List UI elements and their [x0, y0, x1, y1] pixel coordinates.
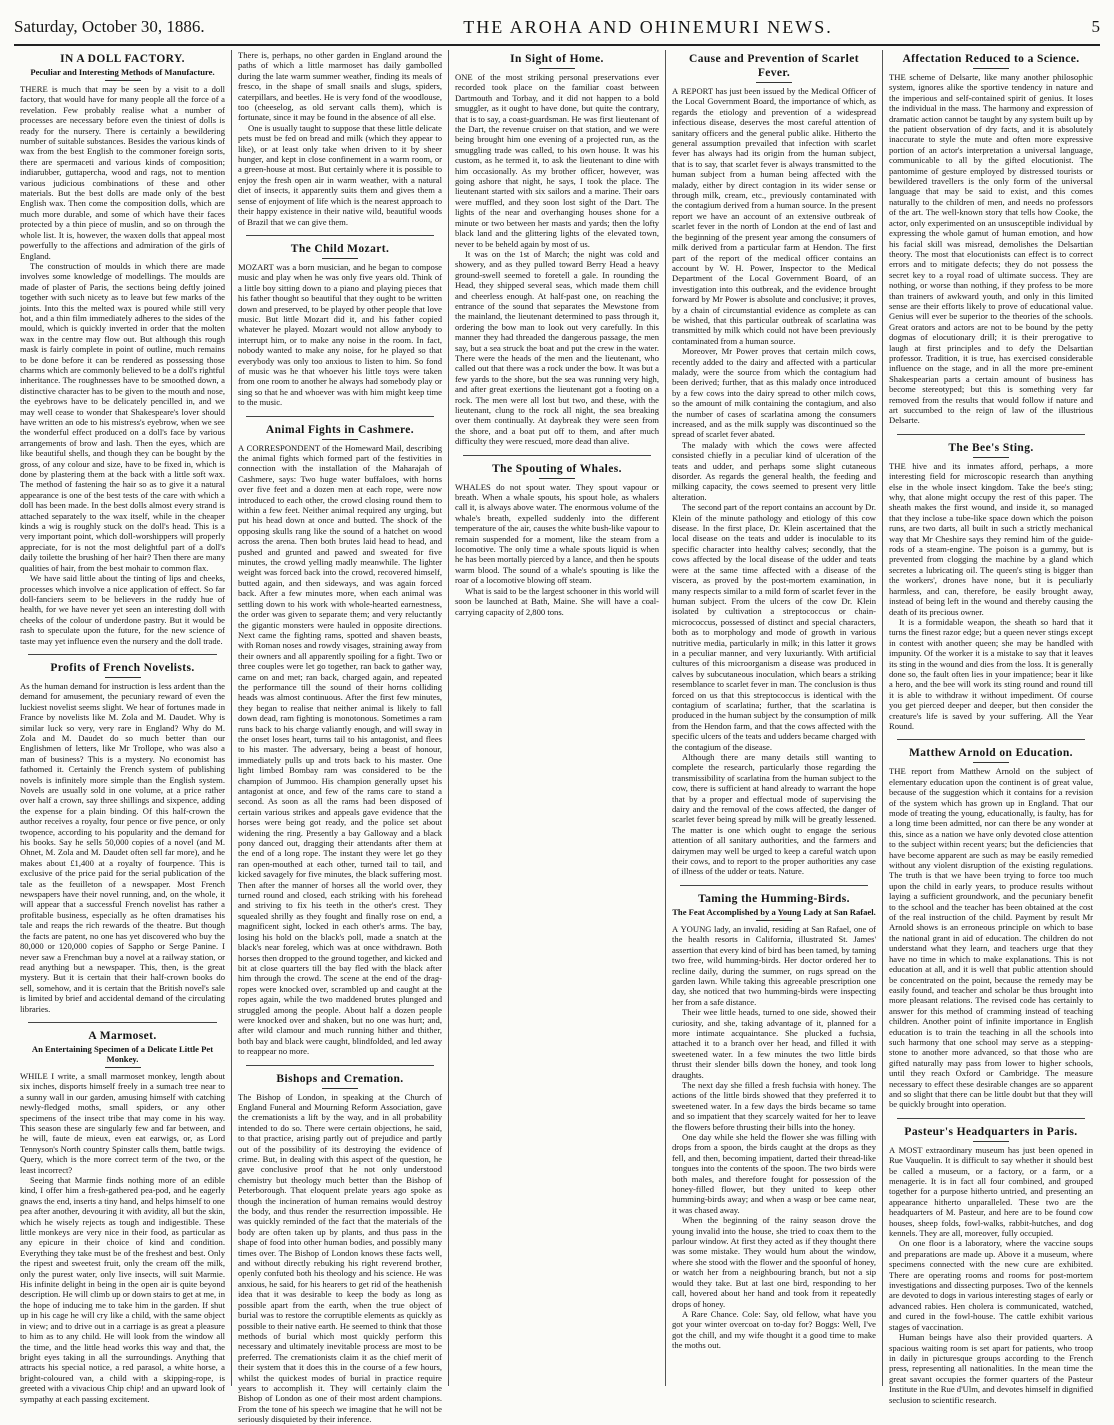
article-divider: [897, 739, 1085, 740]
headline-rule: [322, 439, 358, 440]
article: [672, 892, 876, 1351]
article-divider: [680, 885, 868, 886]
article-paragraph: The second part of the report contains an account by Dr. Klein of the minute pathology and etiology of this cow disease. In the first place, Dr. Klein ascertained that the local disease on the teats and udder is inoculable to its specific character into healthy calves; secondly, that the cows affected by the local disease of the udder and teats were at the same time affected with a disease of the viscera, as proved by the post-mortem examination, in many respects similar to a mild form of scarlet fever in the human subject. From the ulcers of the cow Dr. Klein isolated by cultivation a streptococcus or chain-micrococcus, possessed of distinct and special characters, both as to morphology and mode of growth in various nutritive media, particularly in milk; in this latter it grows in a peculiar manner, and very luxuriantly. With artificial cultures of this microorganism a disease was produced in calves by subcutaneous inoculation, which bears a striking resemblance to scarlet fever in man. The conclusion is thus forced on us that this streptococcus is identical with the contagium of scarlatina; further, that the scarlatina is produced in the human subject by the consumption of milk from the Hendon farm, and that the cows affected with the specific ulcers of the teats and udders became charged with the contagium of the disease.: [672, 502, 876, 752]
article-paragraph: There is, perhaps, no other garden in England around the paths of which a little marmoset has daily gambolled during the late warm summer weather, finding its meals of fresco, in the shape of small snails and slugs, spiders, caterpillars, and beetles. He is very fond of the woodlouse, too (cheeselog, as old servant calls them), which is fortunate, since it may be found in the absence of all else.: [238, 50, 442, 123]
article-divider: [246, 416, 434, 417]
article-paragraph: THE hive and its inmates afford, perhaps, a more interesting field for microscopic research than anything else in the whole insect kingdom. Take the bee's sting; why, that alone might occupy the rest of this paper. The sheath makes the first wound, and inside it, so managed that they inclose a tube-like space down which the poison runs, are two darts, all built in such a strictly mechanical way that Mr Cheshire says they remind him of the guide-rods of a steam-engine. The poison is a gummy, but is prevented from clogging the machine by a gland which secretes a lubricating oil. The queen's sting is bigger than the workers', drones have none, but it is peculiarly harmless, and can, therefore, be easily brought away, instead of being left in the wound and thereby causing the death of its precious owner.: [889, 460, 1093, 617]
article: [455, 52, 659, 447]
article-headline: The Child Mozart.: [290, 242, 390, 255]
article-paragraph: What is said to be the largest schooner in this world will soon be launched at Bath, Maine. She will have a coal-carrying capacity of 2,800 tons.: [455, 585, 659, 617]
article: [889, 441, 1093, 732]
article-divider: [897, 434, 1085, 435]
article-headline: Matthew Arnold on Education.: [909, 747, 1073, 760]
article-divider: [28, 654, 217, 655]
headline-rule: [105, 1067, 141, 1068]
article-headline: Animal Fights in Cashmere.: [265, 423, 415, 436]
article-paragraph: One is usually taught to suppose that these little delicate pets must be fed on bread and milk (which they appear to like), or at least only take when driven to it by sheer hunger, and kept in close confinement in a warm room, or a green-house at most. But certainly where it is possible to enjoy the fresh open air in warm weather, with a natural diet of insects, it apparently suits them and gives them a sense of enjoyment of life which is the nearest approach to their happy existence in their native wild, beautiful woods of Brazil that we can give them.: [238, 122, 442, 227]
article: [889, 52, 1093, 426]
article-paragraph: THE scheme of Delsarte, like many another philosophic system, ignores alike the sportive tendency in nature and the imperious and self-contained spirit of genius. It loses the individual in the mass. The harmony and expression of dramatic action cannot be taught by any system built up by the patient observation of dry facts, and it is absolutely inaccurate to style the mute and often more expressive portion of an actor's interpretation a universal language, communicable to all by the gifted elocutionist. The pantomime of gesture employed by distressed tourists or bewildered travellers is the only form of the universal language that may be said to exist, and this comes naturally to the children of men, and needs no professors of the art. The well-known story that tells how Cooke, the actor, only experimented on an unsusceptible individual by expressing the whole gamut of human emotion, and how his facial skill was misread, demolishes the Delsartian theory. The most that elocutionists can effect is to correct errors and to mitigate defects; they do not possess the secret key to a royal road of ultimate success. They are nothing, or worse than nothing, if they profess to be more than trainers of awkward youth, and only in this limited sense are their efforts likely to prove of educational value. Genius will ever be superior to the theories of the schools. Great orators and actors are not to be bound by the petty dogmas of elocutionary drill; it is their prerogative to laugh at first principles and to defy the Delsartian professor. Tradition, it is true, has exercised considerable influence on the stage, and in all the more pre-eminent Shakespearian parts a certain amount of business has become stereotyped; but this is something very far removed from the results that would follow if nature and art succumbed to the reign of law of the illustrious Delsarte.: [889, 72, 1093, 426]
newspaper-title: THE AROHA AND OHINEMURI NEWS.: [463, 16, 833, 37]
article-paragraph: When the beginning of the rainy season drove the young invalid into the house, she tried to coax them to the parlour window. At first they acted as if they thought there was some mistake. They would hum about the window, where she stood with the flower and the spoonful of honey, or watch her from a neighbouring branch, but not a sip would they take. But at last one bird, responding to her call, hovered about her hand and took from it repeatedly drops of honey.: [672, 1215, 876, 1309]
article: [20, 52, 225, 646]
article-paragraph: The construction of moulds in which there are made involves some knowledge of modellings. The moulds are made of plaster of Paris, the sections being deftly joined together with such nicety as to leave but few marks of the joints. Into this the melted wax is poured while still very hot, and a thin film immediately adheres to the sides of the mould, which is quickly inverted in order that the molten wax in the centre may flow out. But although this rough mask is fairly complete in point of outline, much remains to be done before it can be rendered as possessing those charms which are commonly believed to be a doll's rightful inheritance. The roughnesses have to be smoothed down, a distinctive character has to be given to the mouth and nose, the eyebrows have to be delicately pencilled in, and we may well cease to wonder that Shakespeare's lover should have written an ode to his mistress's eyebrow, when we see the wonderful effect produced on a doll's face by various arrangements of brow and lash. Then the eyes, which are like beautiful shells, and though they can be bought by the gross, of any colour and size, have to be fixed in, which is done by plastering them at the back with a little soft wax. The method of fastening the hair so as to give it a natural appearance is one of the best tests of the care with which a doll has been made. In the best dolls almost every strand is attached separately to the wax itself, while in the cheaper kinds a wig is roughly stuck on the doll's head. This is a very important point, which doll-worshippers will properly appreciate, for is not the most delightful part of a doll's daily toilette the brushing of her hair? Then there are many qualities of hair, from the best mohair to common flax.: [20, 260, 225, 573]
article: [238, 1072, 442, 1425]
article-divider: [28, 1022, 217, 1023]
article: [455, 462, 659, 617]
article-paragraph: Human beings have also their provided quarters. A spacious waiting room is set apart for patients, who troop in daily in picturesque groups according to the French press, representing all nationalities. In the mean time the great savant occupies the former quarters of the Pasteur Institute in the Rue d'Ulm, and devotes himself in dignified seclusion to scientific research.: [889, 1332, 1093, 1405]
article-body: [238, 50, 442, 227]
article: [238, 423, 442, 1057]
column-5: [882, 50, 1099, 1405]
article: [20, 661, 225, 1014]
article-body: [20, 681, 225, 1014]
article-paragraph: A YOUNG lady, an invalid, residing at San Rafael, one of the health resorts in California, illustrated St. James' assertion that every kind of bird has been tamed, by taming two free, wild humming-birds. Her doctor ordered her to recline daily, during the summer, on rugs spread on the garden lawn. While taking this agreeable prescription one day, she noticed that two humming-birds were inspecting her from a safe distance.: [672, 923, 876, 1007]
article-subheadline: Peculiar and Interesting Methods of Manufacture.: [30, 67, 215, 77]
article-paragraph: It was on the 1st of March; the night was cold and showery, and as they pulled toward Berry Head a heavy ground-swell seemed to foretell a gale. In rounding the Head, they shipped several seas, which made them chill and cheerless enough. At half-past one, on reaching the entrance of the sound that separates the Mewstone from the mainland, the lieutenant determined to pass through it, ordering the bow man to look out very carefully. In this manner they had threaded the dangerous passage, the men say, but a sea struck the boat and put the crew in the water. There were the heads of the men and the lieutenant, who called out that there was a rock under the bow. It was but a few yards to the shore, but the sea was running very high, and after great exertions the lieutenant got a footing on a rock. The men were all lost but two, and these, with the lieutenant, clung to the rock all night, the sea breaking over them continually. At daybreak they were seen from the shore, and a boat put off to them, and after much difficulty they were rescued, more dead than alive.: [455, 248, 659, 447]
article-headline: Bishops and Cremation.: [276, 1072, 404, 1085]
article-body: [455, 482, 659, 617]
article-body: [672, 86, 876, 877]
article-headline: IN A DOLL FACTORY.: [60, 53, 185, 65]
headline-rule: [322, 1088, 358, 1089]
article-body: [889, 72, 1093, 426]
article-paragraph: THERE is much that may be seen by a visit to a doll factory, that would have for many people all the force of a revelation. Few probably realise what a number of processes are necessary before even the tiniest of dolls is ready for the nursery. There is certainly a bewildering number of suitable substances. Besides the various kinds of wax from the best English to the commoner foreign sorts, there are spermaceti and various kinds of composition; indiarubber, guttapercha, wood and rags, not to mention various judicious combinations of these and other materials. But the best dolls are made only of the best English wax. Then come the composition dolls, which are much more durable, and some of which have their faces protected by a thin piece of muslin, and so on through the whole list. It is, however, the waxen dolls that appeal most powerfully to the affections and admiration of the girls of England.: [20, 84, 225, 261]
article-body: [889, 461, 1093, 732]
article-paragraph: Their wee little heads, turned to one side, showed their curiosity, and she, taking advantage of it, planned for a more intimate acquaintance. She plucked a fuchsia, attached it to a branch over her head, and filled it with sweetened water. In a few minutes the two little birds thrust their slender bills down the honey, and took long draughts.: [672, 1007, 876, 1080]
article-headline: The Bee's Sting.: [948, 441, 1034, 454]
article-divider: [246, 235, 434, 236]
article-paragraph: Moreover, Mr Power proves that certain milch cows, recently added to the dairy and affected with a particular malady, were the source from which the contagium had been derived; further, that as this malady once introduced by a few cows into the dairy spread to other milch cows, so the amount of milk containing the contagium, and also the number of cases of scarlatina among the consumers increased, and as the milk supply was discontinued so the spread of scarlet fever abated.: [672, 346, 876, 440]
article-paragraph: WHALES do not spout water. They spout vapour or breath. When a whale spouts, his spout hole, as whalers call it, is always above water. The enormous volume of the whale's breath, expelled suddenly into the different temperature of the air, causes the white bush-like vapour to remain suspended for a moment, like the steam from a locomotive. The only time a whale spouts liquid is when he has been mortally pierced by a lance, and then he spouts warm blood. The sound of a whale's spouting is like the roar of a locomotive blowing off steam.: [455, 481, 659, 586]
article-paragraph: It is a formidable weapon, the sheath so hard that it turns the finest razor edge; but a queen never stings except in contest with another queen; she may be handled with impunity. Of the worker it is a mistake to say that it leaves its sting in the wound and dies from the loss. It is generally done so, the fault often lies in your impatience; bear it like a hero, and the bee will work its sting round and round till it is able to withdraw it without impediment. Of course you get pierced deeper and deeper, but then consider the creature's life is saved by your suffering. All the Year Round.: [889, 616, 1093, 731]
article-headline: Profits of French Novelists.: [50, 661, 195, 674]
article-paragraph: A REPORT has just been issued by the Medical Officer of the Local Government Board, the importance of which, as regards the etiology and prevention of a widespread infectious disease, deserves the most careful attention of sanitary officers and the general public alike. Hitherto the general assumption prevailed that infection with scarlet fever has always had its origin from the human subject, that is to say, that scarlet fever is always transmitted to the human subject from a human being affected with the malady, either by direct contagion in its wider sense or through milk, cream, etc., previously contaminated with the contagium derived from a human source. In the present report we have an account of an extensive outbreak of scarlet fever in the north of London at the end of last and the beginning of the present year among the consumers of milk derived from a particular farm at Hendon. The first part of the report of the medical officer contains an account by W. H. Power, Inspector to the Medical Department of the Local Government Board, of an investigation into this outbreak, and the evidence brought forward by Mr Power is absolute and conclusive; it proves, by a chain of circumstantial evidence as complete as can be wished, that this particular outbreak of scarlatina was transmitted by milk which could not have been previously contaminated from a human source.: [672, 86, 876, 346]
article-paragraph: THE report from Matthew Arnold on the subject of elementary education upon the continent is of great value, because of the suggestion which it contains for a revision of the system which has grown up in England. That our mode of treating the young, educationally, is faulty, has for a long time been admitted, nor can there be any wonder at this, since as a nation we have only devoted close attention to the subject within recent years; but the deficiencies that have become apparent are such as may be easily remedied without any violent disruption of the existing regulations. The truth is that we have been trying to force too much upon the child in early years, to produce results without laying a sufficient groundwork, and the pecuniary benefit to the school and the teacher has been obtained at the cost of the real instruction of the child. Payment by result Mr Arnold shows is an erroneous principle on which to base the national grant in aid of education. The children do not understand what they learn, and teachers urge that they have no time in which to make explanations. This is not education at all, and it is well that public attention should be concentrated on the point, because the remedy may be easily found, and teacher and scholar be thus brought into more pleasant relations. The revised code has certainly to answer for this method of cramming instead of teaching children. Another point of infinite importance in English education is to train the teaching in all the schools into such harmony that one school may serve as a stepping-stone to another more advanced, so that those who are gifted naturally may pass from lower to higher schools, until they reach Oxford or Cambridge. The measure necessary to effect these desirable changes are so apparent and so slight that there can be little doubt but that they will be quickly brought into operation.: [889, 766, 1093, 1110]
article-body: [672, 924, 876, 1351]
article-headline: Taming the Humming-Birds.: [698, 892, 850, 905]
article-headline: Affectation Reduced to a Science.: [902, 53, 1080, 65]
article-paragraph: As the human demand for instruction is less ardent than the demand for amusement, the pecuniary reward of even the luckiest novelist seems slight. We hear of fortunes made in France by novelists like M. Zola and M. Daudet. Why is similar luck so very, very rare in England? Why do M. Zola and M. Daudet do so much better than our Englishmen of letters, like Mr Trollope, who was also a man of business? This is a mystery. No economist has fathomed it. Certainly the French system of publishing novels is infinitely more simple than the English system. Novels are usually sold in one volume, at a price rather over half a crown, say three shillings and sixpence, adding the expense for a plain binding. Of this half-crown the author receives a royalty, four pence or five pence, or only twopence, according to his popularity and the demand for his books. Say he sells 50,000 copies of a novel (and M. Ohnet, M. Zola and M. Daudet often sell far more), and he makes about £1,400 at a royalty of fourpence. This is exclusive of the price paid for the serial publication of the tale as the feuilleton of a newspaper. Most French newspapers have their novel running, and, on the whole, it will appear that a successful French novelist has rather a profitable business, especially as he often dramatises his tale and reaps the rich rewards of the theatre. But though the facts are patent, no one has yet discovered who buy the 80,000 or 120,000 copies of Sappho or Serge Panine. I never saw a Frenchman buy a novel at a railway station, or read anything but a newspaper. This, then, is the great mystery. But it is certain that their half-crown books do sell, somehow, and it is certain that the British novel's sale is limited by brief and accidental demand of the circulating libraries.: [20, 680, 225, 1014]
article-divider: [246, 1065, 434, 1066]
article: [20, 1029, 225, 1404]
headline-rule: [105, 80, 141, 81]
headline-rule: [756, 920, 792, 921]
column-container: [14, 50, 1100, 1425]
article-paragraph: The Bishop of London, in speaking at the Church of England Funeral and Mourning Reform Association, gave the cremationists a lift by the way, and in all probability intended to do so. There were certain objections, he said, to that practice, arising partly out of prejudice and partly out of the possibility of its destroying the evidence of crime. But, in dealing with this aspect of the question, he gave conclusive proof that he not only understood chemistry but theology much better than the Bishop of Peterborough. That eloquent prelate years ago spoke as though the incineration of human remains would destroy the body, and thus render the resurrection impossible. He was quickly reminded of the fact that the materials of the body are often taken up by plants, and thus pass in the shape of food into other human bodies, and possibly many times over. The Bishop of London knows these facts well, and without directly rebuking his right reverend brother, openly confuted both his theology and his science. He was anxious, he said, for his hearers to get rid of the heathenish idea that it was desirable to keep the body as long as possible apart from the earth, when the true object of burial was to restore the corruptible elements as quickly as possible to their native earth. He seemed to think that those methods of burial which most quickly perform this necessary and ultimately inevitable process are most to be preferred. The cremationists claim it as the chief merit of their system that it does this in the course of a few hours, whilst the quickest modes of burial in practice require years to accomplish it. They will certainly claim the Bishop of London as one of their most ardent champions. From the tone of his speech we imagine that he will not be seriously disquieted by their inference.: [238, 1091, 442, 1425]
article-body: [889, 766, 1093, 1109]
headline-rule: [539, 478, 575, 479]
headline-rule: [539, 68, 575, 69]
headline-rule: [322, 258, 358, 259]
article-body: [238, 262, 442, 408]
article-body: [889, 1145, 1093, 1405]
page-number: 5: [1091, 17, 1100, 36]
article-headline: The Spouting of Whales.: [492, 462, 622, 475]
article-divider: [463, 455, 651, 456]
masthead: [14, 10, 1100, 46]
article-paragraph: The next day she filled a fresh fuchsia with honey. The actions of the little birds showed that they preferred it to sweetened water. In a few days the birds became so tame and so impatient that they scarcely waited for her to leave the flowers before thrusting their bills into the honey.: [672, 1079, 876, 1132]
headline-rule: [756, 82, 792, 83]
article-paragraph: Seeing that Marmie finds nothing more of an edible kind, I offer him a fresh-gathered pea-pod, and he eagerly gnaws the end, inserts a tiny hand, and helps himself to one pea after another, devouring it with avidity, all but the skin, which he wisely rejects as tough and indigestible. These little monkeys are very nice in their food, as particular as any epicure in their choice of kind and condition. Everything they take must be of the freshest and best. Only the ripest and sweetest fruit, only the cream off the milk, only the purest water, only live insects, will suit Marmie. His infinite delight in being in the open air is quite beyond description. He will climb up or down stairs to get at me, in the hope of inducing me to take him in the garden. If shut up in his cage he will cry like a child, with the same object in view; and to drive out in a carriage is as great a pleasure to him as to any child. He will look from the window all the time, and the little head works this way and that, the bright eyes taking in all the surroundings. Anything that attracts his special notice, a red parasol, a white horse, a bright-coloured van, a child with a skipping-rope, is greeted with a vivacious Chip chip! and an upward look of sympathy at each passing excitement.: [20, 1175, 225, 1404]
headline-rule: [973, 762, 1009, 763]
article-body: [20, 1071, 225, 1404]
article-body: [20, 84, 225, 646]
article-paragraph: We have said little about the tinting of lips and cheeks, processes which involve a nice application of effect. So far doll-fanciers seem to be believers in the ruddy hue of health, for we have never yet seen an interesting doll with cheeks of the colour of underdone pastry. But it would be rash to speculate upon the future, for the new science of taste may yet influence even the nursery and the doll trade.: [20, 573, 225, 646]
headline-rule: [105, 677, 141, 678]
article: [889, 1125, 1093, 1405]
article-paragraph: WHILE I write, a small marmoset monkey, length about six inches, disports himself freely in a sumach tree near to a sunny wall in our garden, amusing himself with catching newly-fledged moths, small spiders, or any other specimens of the insect tribe that may come in his way. This season these are singularly few and far between, and he will, faute de mieux, even eat earwigs, or, as Lord Tennyson's North country Spinster calls them, battle twigs. Query, which is the more correct term of the two, or the least incorrect?: [20, 1070, 225, 1175]
headline-rule: [973, 457, 1009, 458]
article-paragraph: The malady with which the cows were affected consisted chiefly in a peculiar kind of ulceration of the teats and udder, and perhaps some slight cutaneous disorder. As regards the general health, the feeding and milking capacity, the cows seemed to present very little alteration.: [672, 439, 876, 502]
article-divider: [897, 1118, 1085, 1119]
article: [238, 242, 442, 408]
article-paragraph: A MOST extraordinary museum has just been opened in Rue Vauquelin. It is difficult to say whether it should best be called a museum, or a factory, or a farm, or a menagerie. It is in fact all four combined, and grouped together for a purpose hitherto untried, and presenting an appearance hitherto unparalleled. These two are the headquarters of M. Pasteur, and here are to be found cow houses, sheep folds, fowl-walks, rabbit-hutches, and dog kennels. They are all, moreover, fully occupied.: [889, 1144, 1093, 1239]
article-body: [238, 1092, 442, 1425]
column-1: [14, 50, 231, 1404]
article-paragraph: On one floor is a laboratory, where the vaccine soups and preparations are made up. Above it a museum, where specimens connected with the new cure are exhibited. There are operating rooms and rooms for post-mortem investigations and dissecting purposes. Two of the kennels are devoted to dogs in various interesting stages of early or advanced rabies. Hen cholera is communicated, watched, and cured in the fowl-house. The cattle exhibit various stages of vaccination.: [889, 1238, 1093, 1332]
article-paragraph: A CORRESPONDENT of the Homeward Mail, describing the animal fights which formed part of the festivities in connection with the installation of the Maharajah of Cashmere, says: Two huge water buffaloes, with horns over five feet and a dozen men at each rope, were now introduced to each other, the crowd closing round them to within a few feet. Neither animal required any urging, but put his head down at once and butted. The shock of the opposing skulls rang like the sound of a hatchet on wood across the arena. Then both brutes laid head to head, and pushed and grunted and pawed and sweated for five minutes, the crowd yelling madly meanwhile. The lighter weight was forced back into the crowd, recovered himself, butted again, and then sideways, and was again forced back. After a few minutes more, when each animal was settling down to his work with whole-hearted earnestness, the order was given to separate them; and very reluctantly the gigantic monsters were hauled in opposite directions. Next came the fighting rams, spotted and shaven beasts, with Roman noses and rowdy visages, straining away from their owners and all apparently spoiling for a fight. Two or three couples were let go together, ran back to gather way, came on and met; ran back, charged again, and repeated the performance till the sound of their horns colliding heads was almost continuous. After the first few minutes, they began to realise that neither animal is likely to fall down dead, ram fighting is monotonous. Sometimes a ram runs back to his charge valiantly enough, and will sway in the onset loses heart, turns tail to his antagonist, and flees to his master. The adversary, being a beast of honour, immediately pulls up and trots back to his master. One light limbed Bombay ram was considered to be the champion of Jummoo. His champion generally upset his antagonist at once, and few of the rams care to stand a second. As soon as all the rams had been disposed of certain various strikes and appeals gave evidence that the horses were being got ready, and the police set about widening the ring. Presently a bay Galloway and a black pony danced out, dragging their attendants after them at the end of a long rope. The instant they were let go they ran open-mouthed at each other, turned tail to tail, and kicked savagely for five minutes, the black suffering most. Then after the manner of horses all the world over, they turned round and closed, each striking with his forehead and striving to fix his teeth in the other's crest. They squealed shrilly as they fought and finally rose on end, a magnificent sight, locked in each other's arms. The bay, losing his hold on the black's poll, made a snatch at the black's near foreleg, which was at once withdrawn. Both horses then dropped to the ground together, and kicked and bit at close quarters till the bay fled with the black after him through the crowd. The scene at the end of the drag-ropes were knocked over, scrambled up and caught at the ropes again, while the two maddened brutes plunged and struggled among the people. About half a dozen people were knocked over and shaken, but no one was hurt; and, after wild clamour and much running hither and thither, both bay and black were caught, blindfolded, and led away to reappear no more.: [238, 442, 442, 1057]
article-paragraph: ONE of the most striking personal preservations ever recorded took place on the familiar coast between Dartmouth and Torbay, and it did not happen to a bold smuggler, as it ought to have done, but quite the contrary, that is to say, a coast-guardsman. He was first lieutenant of the Dart, the revenue cruiser on that station, and we were being brought him one evening of a projected run, as the smuggling trade was called, to his own house. It was his custom, as he termed it, to ask the lieutenant to dine with him occasionally. As my brother officer, however, was going ashore that night, he says, I took the place. The lieutenant started with six sailors and a marine. Their oars were muffled, and they soon lost sight of the Dart. The lights of the near and overhanging houses shone for a minute or two between her masts and yards; then the lofty black land and the glittering lights of the elevated town, never to be beheld again by most of us.: [455, 72, 659, 249]
article-paragraph: A Rare Chance. Cole: Say, old fellow, what have you got your winter overcoat on to-day for? Boggs: Well, I've got the chill, and my wife thought it a good time to make the moths out.: [672, 1308, 876, 1351]
column-4: [665, 50, 882, 1386]
article-body: [455, 72, 659, 447]
column-2: [231, 50, 448, 1425]
article-headline: A Marmoset.: [88, 1029, 157, 1042]
article-subheadline: An Entertaining Specimen of a Delicate Little Pet Monkey.: [31, 1043, 214, 1064]
headline-rule: [973, 68, 1009, 69]
article-paragraph: Although there are many details still wanting to complete the research, particularly those regarding the transmissibility of scarlatina from the human subject to the cow, there is sufficient at hand already to warrant the hope that by a proper and effectual mode of supervising the dairy and the removal of the cows affected, the danger of scarlet fever being spread by milk will be greatly lessened. The matter is one which ought to engage the serious attention of all sanitary authorities, and the farmers and dairymen may well be urged to keep a careful watch upon their cows, and to report to the proper authorities any case of illness of the udder or teats. Nature.: [672, 752, 876, 877]
headline-rule: [973, 1141, 1009, 1142]
article-paragraph: MOZART was a born musician, and he began to compose music and play when he was only five years old. Think of a little boy sitting down to a piano and playing pieces that his father thought so beautiful that they ought to be written down and preserved, to be played by other people that love music. But little Mozart did it, and his father copied whatever he played. Mozart would not allow anybody to interrupt him, or to make any noise in the room. In fact, nobody wanted to make any noise, for he played so that everybody was only too anxious to listen to him. So fond of music was he that whoever his little toys were taken from one room to another he always had somebody play or sing so that he and whoever was with him might keep time to the music.: [238, 261, 442, 408]
article-headline: Cause and Prevention of Scarlet Fever.: [689, 53, 859, 79]
article-headline: In Sight of Home.: [510, 53, 604, 65]
article: [672, 52, 876, 877]
column-3: [448, 50, 665, 1386]
article-paragraph: One day while she held the flower she was filling with drops from a spoon, the birds caught at the drops as they fell, and then, becoming impatient, darted their thread-like tongues into the contents of the spoon. The two birds were both males, and therefore fought for possession of the honey-filled flower, but they united to keep other humming-birds away; and when a wasp or bee came near, it was chased away.: [672, 1132, 876, 1215]
issue-date: Saturday, October 30, 1886.: [14, 17, 205, 36]
article: [238, 50, 442, 227]
article-headline: Pasteur's Headquarters in Paris.: [904, 1125, 1078, 1138]
article-subheadline: The Feat Accomplished by a Young Lady at San Rafael.: [672, 906, 876, 917]
article: [889, 746, 1093, 1109]
article-body: [238, 443, 442, 1057]
